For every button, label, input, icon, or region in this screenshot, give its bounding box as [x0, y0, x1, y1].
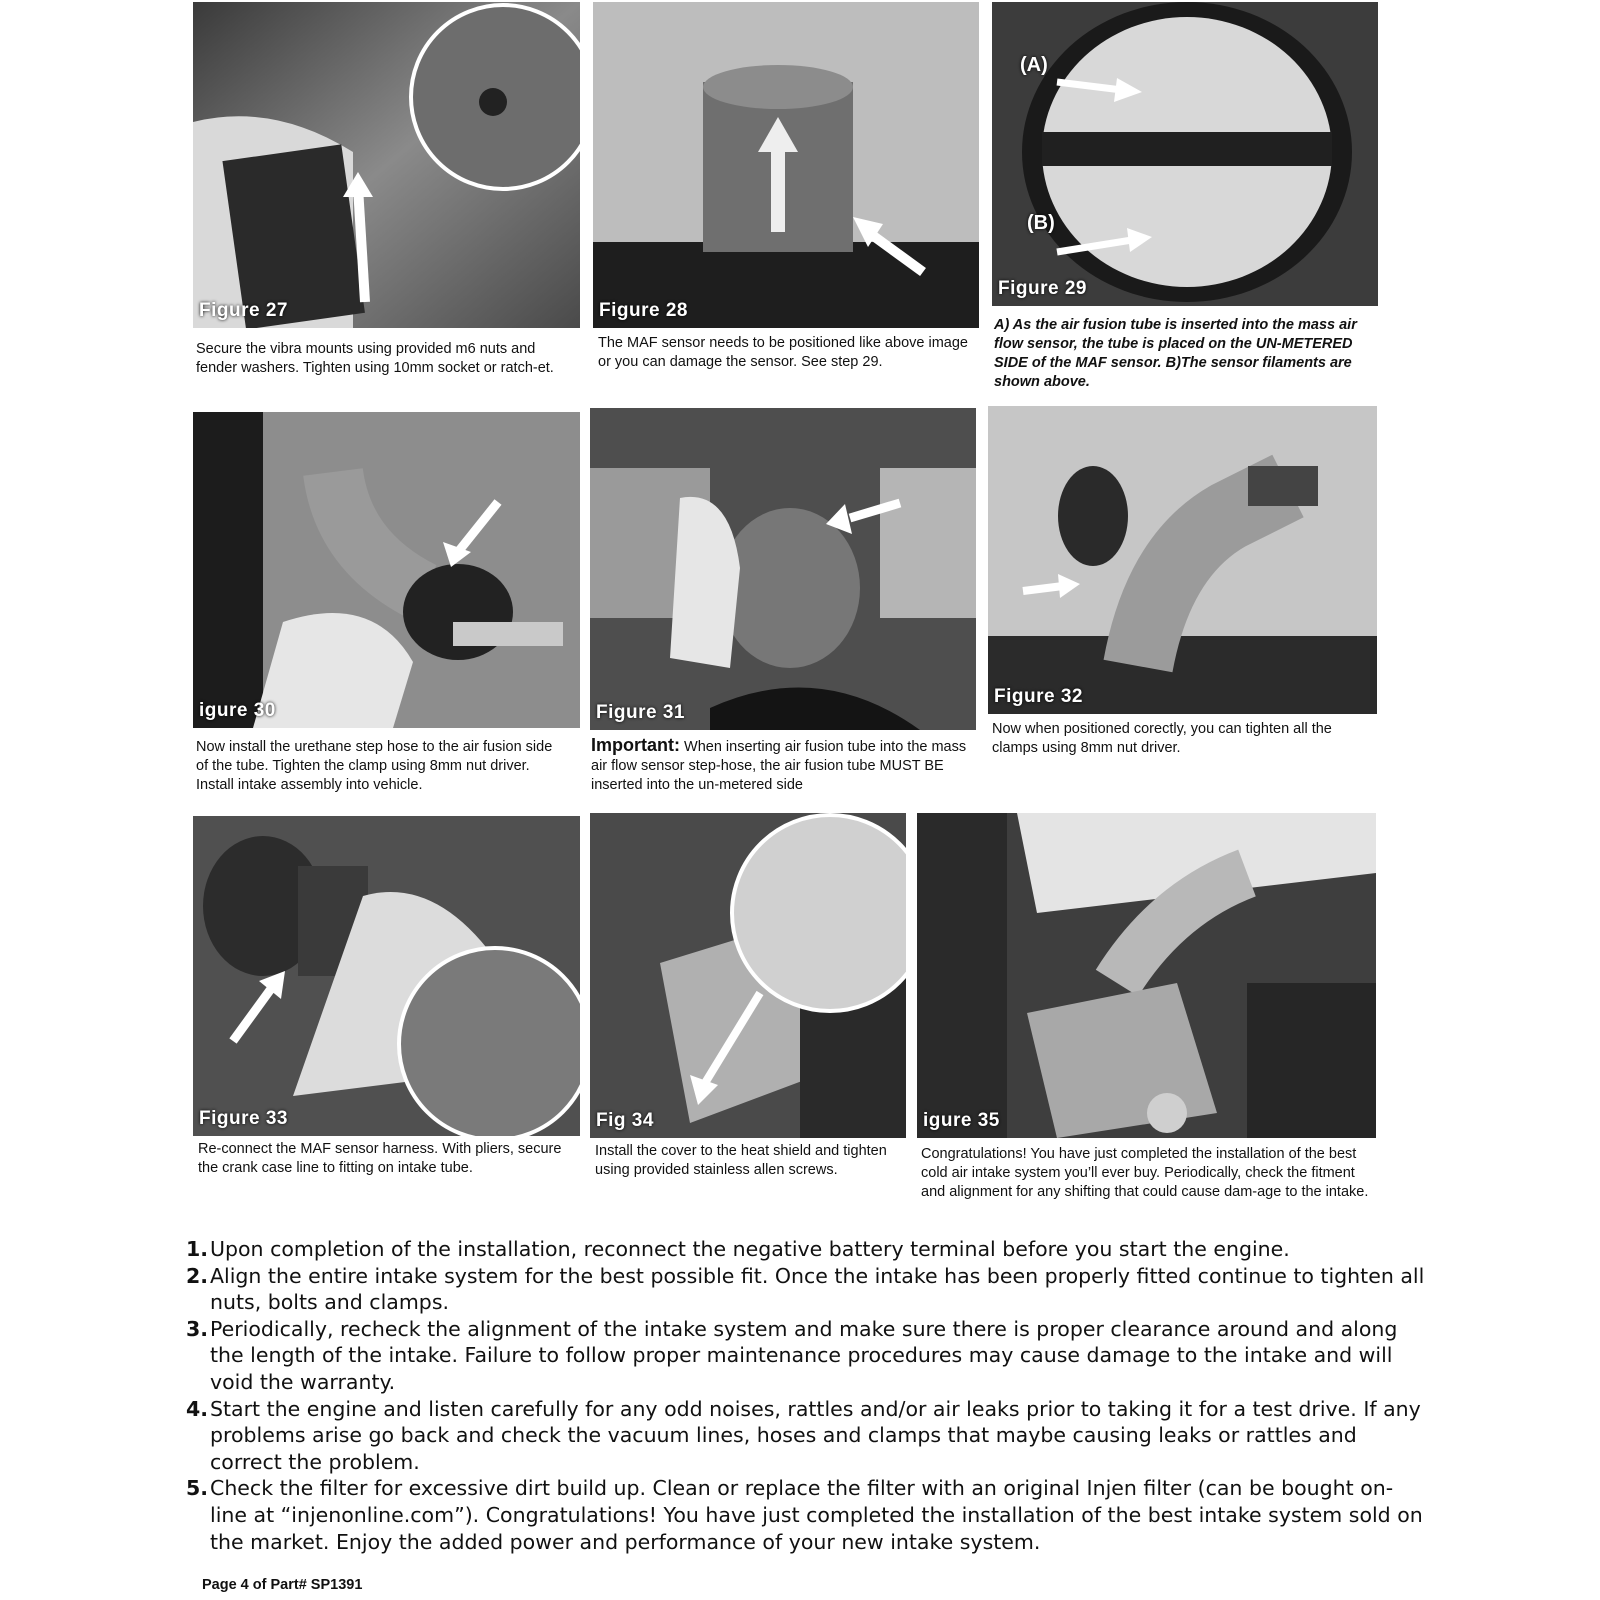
list-item: [186, 1263, 1426, 1316]
harness-photo-33: [193, 816, 580, 1136]
figure-27-caption: Secure the vibra mounts using provided m6 nuts and fender washers. Tighten using 10mm socket or ratch-et.: [196, 341, 554, 376]
step-text: Start the engine and listen carefully for any odd noises, rattles and/or air leaks prior to taking it for a test drive. If any problems arise go back and check the vacuum lines, hoses and clamps that maybe causing leaks or rattles and correct the problem.: [210, 1396, 1421, 1474]
figure-34-caption: Install the cover to the heat shield and tighten using provided stainless allen screws.: [595, 1143, 887, 1178]
installation-steps: [186, 1236, 1426, 1555]
engine-photo-27: [193, 2, 580, 328]
figure-31-caption: [591, 736, 967, 795]
figure-27-photo: [193, 2, 580, 328]
figure-30-photo: [193, 412, 580, 728]
figure-28-photo: [593, 2, 979, 328]
heat-shield-photo-34: [590, 813, 906, 1138]
engine-photo-28: [593, 2, 979, 328]
figure-32-caption: Now when positioned corectly, you can tighten all the clamps using 8mm nut driver.: [992, 721, 1332, 756]
callout-b: (B): [1027, 212, 1055, 234]
step-text: Align the entire intake system for the best possible fit. Once the intake has been properly fitted continue to tighten all nuts, bolts and clamps.: [210, 1263, 1425, 1315]
list-item: [186, 1396, 1426, 1476]
list-item: [186, 1475, 1426, 1555]
figure-34-label: Fig 34: [596, 1110, 654, 1131]
figure-28-label: Figure 28: [599, 300, 688, 321]
finished-intake-photo-35: [917, 813, 1376, 1138]
figure-27-label: Figure 27: [199, 300, 288, 321]
step-number: 5.: [186, 1476, 209, 1501]
figure-29-photo: [992, 2, 1378, 306]
figure-32-label: Figure 32: [994, 686, 1083, 707]
figure-30-label: igure 30: [199, 700, 276, 721]
page-footer: Page 4 of Part# SP1391: [202, 1577, 363, 1593]
step-number: 4.: [186, 1396, 209, 1421]
step-text: Periodically, recheck the alignment of the intake system and make sure there is proper clearance around and along the length of the intake. Failure to follow proper maintenance procedures may cause damage to the intake and will void the warranty.: [210, 1316, 1398, 1394]
figure-34-photo: [590, 813, 906, 1138]
important-lead: Important:: [591, 735, 680, 755]
step-number: 3.: [186, 1316, 209, 1341]
figure-33-caption: Re-connect the MAF sensor harness. With pliers, secure the crank case line to fitting on intake tube.: [198, 1141, 562, 1176]
callout-a: (A): [1020, 54, 1048, 76]
step-number: 1.: [186, 1237, 209, 1261]
list-item: [186, 1236, 1426, 1263]
intake-photo-32: [988, 406, 1377, 714]
figure-32-photo: [988, 406, 1377, 714]
maf-sensor-photo-29: [992, 2, 1378, 306]
step-text: Check the filter for excessive dirt build up. Clean or replace the filter with an original Injen filter (can be bought on-line at “injenonline.com”). Congratulations! You have just completed the installation of the best intake system sold on the market. Enjoy the added power and performance of your new intake system.: [210, 1476, 1423, 1554]
figure-31-photo: [590, 408, 976, 730]
figure-35-caption: Congratulations! You have just completed the installation of the best cold air intake system you’ll ever buy. Periodically, check the fitment and alignment for any shifting that could cause dam-age to the intake.: [921, 1146, 1369, 1200]
figure-35-photo: [917, 813, 1376, 1138]
figure-30-caption: Now install the urethane step hose to the air fusion side of the tube. Tighten the clamp using 8mm nut driver. Install intake assembly into vehicle.: [196, 739, 553, 793]
figure-28-caption: The MAF sensor needs to be positioned like above image or you can damage the sensor. See step 29.: [598, 335, 968, 370]
figure-31-label: Figure 31: [596, 702, 685, 723]
list-item: [186, 1316, 1426, 1396]
figure-29-label: Figure 29: [998, 278, 1087, 299]
engine-photo-31: [590, 408, 976, 730]
hose-photo-30: [193, 412, 580, 728]
figure-33-label: Figure 33: [199, 1108, 288, 1129]
step-text: Upon completion of the installation, reconnect the negative battery terminal before you start the engine.: [210, 1237, 1290, 1261]
figure-31-caption-text: When inserting air fusion tube into the mass air flow sensor step-hose, the air fusion tube MUST BE inserted into the un-metered side: [591, 739, 967, 793]
step-number: 2.: [186, 1263, 209, 1288]
figure-33-photo: [193, 816, 580, 1136]
figure-29-caption: A) As the air fusion tube is inserted into the mass air flow sensor, the tube is placed on the UN-METERED SIDE of the MAF sensor. B)The sensor filaments are shown above.: [994, 317, 1357, 390]
figure-35-label: igure 35: [923, 1110, 1000, 1131]
